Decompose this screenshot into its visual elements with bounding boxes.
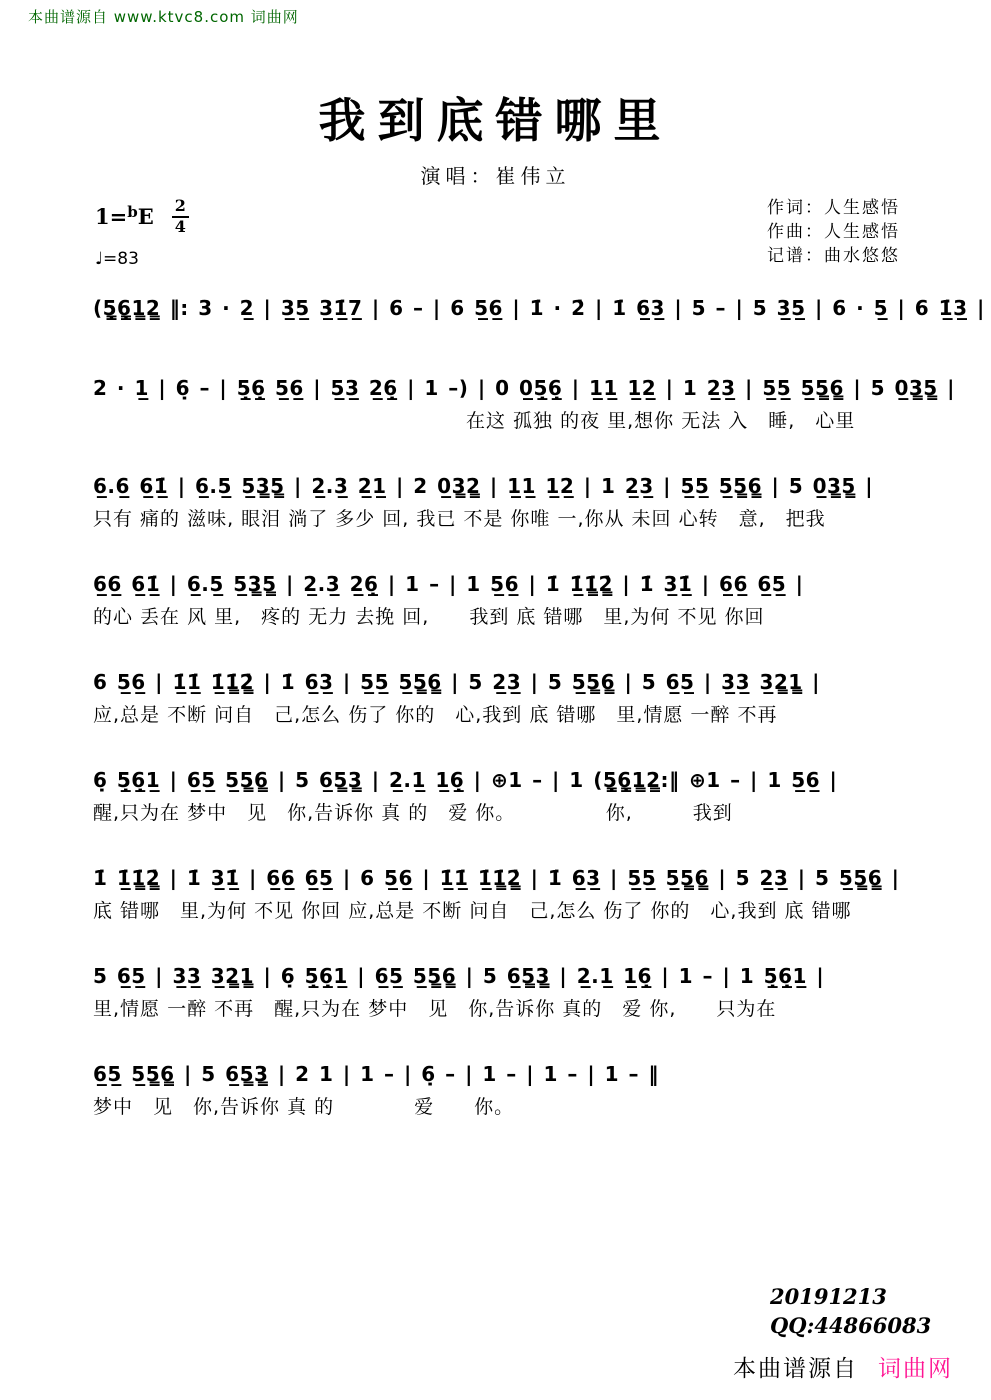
score-line-8 [93, 956, 905, 1022]
score-line-6 [93, 760, 905, 826]
music-notation-1: (5̳̣6̳̣1̳2̳ ‖: 3 · 2̲ | 3̲5̲ 3̲1̲̇7̲ | 6 – | 6 5̲6̲ | 1̇ · 2̇ | 1̇ 6̲3̲ | 5 – | 5 3̲5̲ | 6 · 5̲ | 6 1̲̇3̲ | [93, 296, 985, 320]
time-signature [172, 198, 189, 236]
music-notation-8: 5 6̲5̲ | 3̲3̲ 3̲2̳1̳ | 6̣ 5̲̣6̲̣1̲ | 6̲5̲ 5̲5̳6̳ | 5 6̲5̳3̳ | 2̲.1̲ 1̲6̲̣ | 1 – | 1 5̲̣6̲̣1̲ | [93, 964, 825, 988]
top-watermark: 本曲谱源自 www.ktvc8.com 词曲网 [28, 8, 299, 26]
composer-credit: 作曲：人生感悟 [767, 222, 900, 242]
transcriber-credit: 记谱：曲水悠悠 [767, 246, 900, 266]
key-tempo-block [95, 198, 189, 269]
lyrics-4: 的心 丢在 风 里, 疼的 无力 去挽 回, 我到 底 错哪 里,为何 不见 你回 [93, 606, 765, 628]
lyrics-8: 里,情愿 一醉 不再 醒,只为在 梦中 见 你,告诉你 真的 爱 你, 只为在 [93, 998, 777, 1020]
score-line-2 [93, 368, 955, 434]
score-line-1 [93, 288, 985, 328]
music-notation-2: 2 · 1̲ | 6̣ – | 5̲̣6̲̣ 5̲6̲ | 5̲3̲ 2̲6̲̣ | 1 –) | 0 0̲5̲̣6̲̣ | 1̲1̲ 1̲2̲ | 1 2̲3̲ | 5̲5̲ 5̲5̳6̳ | 5 0̲3̳5̳ | [93, 376, 955, 400]
lyrics-2: 在这 孤独 的夜 里,想你 无法 入 睡, 心里 [466, 410, 856, 432]
key-prefix: 1= [95, 204, 128, 230]
score-line-3 [93, 466, 905, 532]
score-line-9 [93, 1054, 905, 1120]
bottom-source-line [733, 1350, 953, 1383]
lyrics-3: 只有 痛的 滋味, 眼泪 淌了 多少 回, 我已 不是 你唯 一,你从 未回 心转 意, 把我 [93, 508, 826, 530]
song-title: 我到底错哪里 [318, 94, 673, 149]
music-notation-6: 6̣ 5̲̣6̲̣1̲ | 6̲5̲ 5̲5̳6̳ | 5 6̲5̳3̳ | 2̲.1̲ 1̲6̲̣ | ⊕1 – | 1 (5̳̣6̳̣1̳2̳:‖ ⊕1 – | 1 5̲6̲ | [93, 768, 838, 792]
lyricist-credit: 作词：人生感悟 [767, 198, 900, 218]
meter-denominator: 4 [174, 216, 186, 236]
score-body [93, 288, 985, 1152]
music-notation-3: 6̲.6̲ 6̲1̲̇ | 6̲.5̲ 5̲3̳5̳ | 2̲.3̲ 2̲1̲ | 2 0̲3̳2̳ | 1̲1̲ 1̲2̲ | 1 2̲3̲ | 5̲5̲ 5̲5̳6̳ | 5 0̲3̳5̳ | [93, 474, 874, 498]
performer-line: 演唱：崔伟立 [420, 164, 571, 188]
key-signature [95, 198, 189, 236]
music-notation-7: 1̇ 1̲̇1̳̇2̳̇ | 1̇ 3̲1̲̇ | 6̲6̲ 6̲5̲ | 6 5̲6̲ | 1̲̇1̲̇ 1̲̇1̳̇2̳̇ | 1̇ 6̲3̲ | 5̲5̲ 5̲5̳6̳ | 5 2̲3̲ | 5 5̲5̳6̳ | [93, 866, 900, 890]
key-note: E [137, 204, 154, 230]
score-line-4 [93, 564, 905, 630]
credits-block [767, 196, 900, 268]
lyrics-7: 底 错哪 里,为何 不见 你回 应,总是 不断 问自 己,怎么 伤了 你的 心,我到 底 错哪 [93, 900, 852, 922]
lyrics-9: 梦中 见 你,告诉你 真 的 爱 你。 [93, 1096, 515, 1118]
qq-text: QQ:44866083 [770, 1313, 932, 1338]
lyrics-5: 应,总是 不断 问自 己,怎么 伤了 你的 心,我到 底 错哪 里,情愿 一醉 不再 [93, 704, 778, 726]
music-notation-4: 6̲6̲ 6̲1̲̇ | 6̲.5̲ 5̲3̳5̳ | 2̲.3̲ 2̲6̲̣ | 1 – | 1 5̲6̲ | 1̇ 1̲̇1̳̇2̳̇ | 1̇ 3̲1̲̇ | 6̲6̲ 6̲5̲ | [93, 572, 804, 596]
date-text: 20191213 [770, 1284, 887, 1309]
music-notation-9: 6̲5̲ 5̲5̳6̳ | 5 6̲5̳3̳ | 2 1 | 1 – | 6̣ – | 1 – | 1 – | 1 – ‖ [93, 1062, 659, 1086]
signature-block [770, 1282, 931, 1340]
music-notation-5: 6 5̲6̲ | 1̲̇1̲̇ 1̲̇1̳̇2̳̇ | 1̇ 6̲3̲ | 5̲5̲ 5̲5̳6̳ | 5 2̲3̲ | 5 5̲5̳6̳ | 5 6̲5̲ | 3̲3̲ 3̲2̳1̳ | [93, 670, 820, 694]
score-line-7 [93, 858, 905, 924]
source-site-link[interactable]: 词曲网 [878, 1356, 953, 1382]
flat-accidental: b [127, 202, 138, 221]
meter-numerator: 2 [172, 198, 189, 218]
tempo-marking: ♩=83 [95, 248, 139, 269]
score-line-5 [93, 662, 905, 728]
source-prefix: 本曲谱源自 [733, 1356, 858, 1382]
lyrics-6: 醒,只为在 梦中 见 你,告诉你 真 的 爱 你。 你, 我到 [93, 802, 733, 824]
